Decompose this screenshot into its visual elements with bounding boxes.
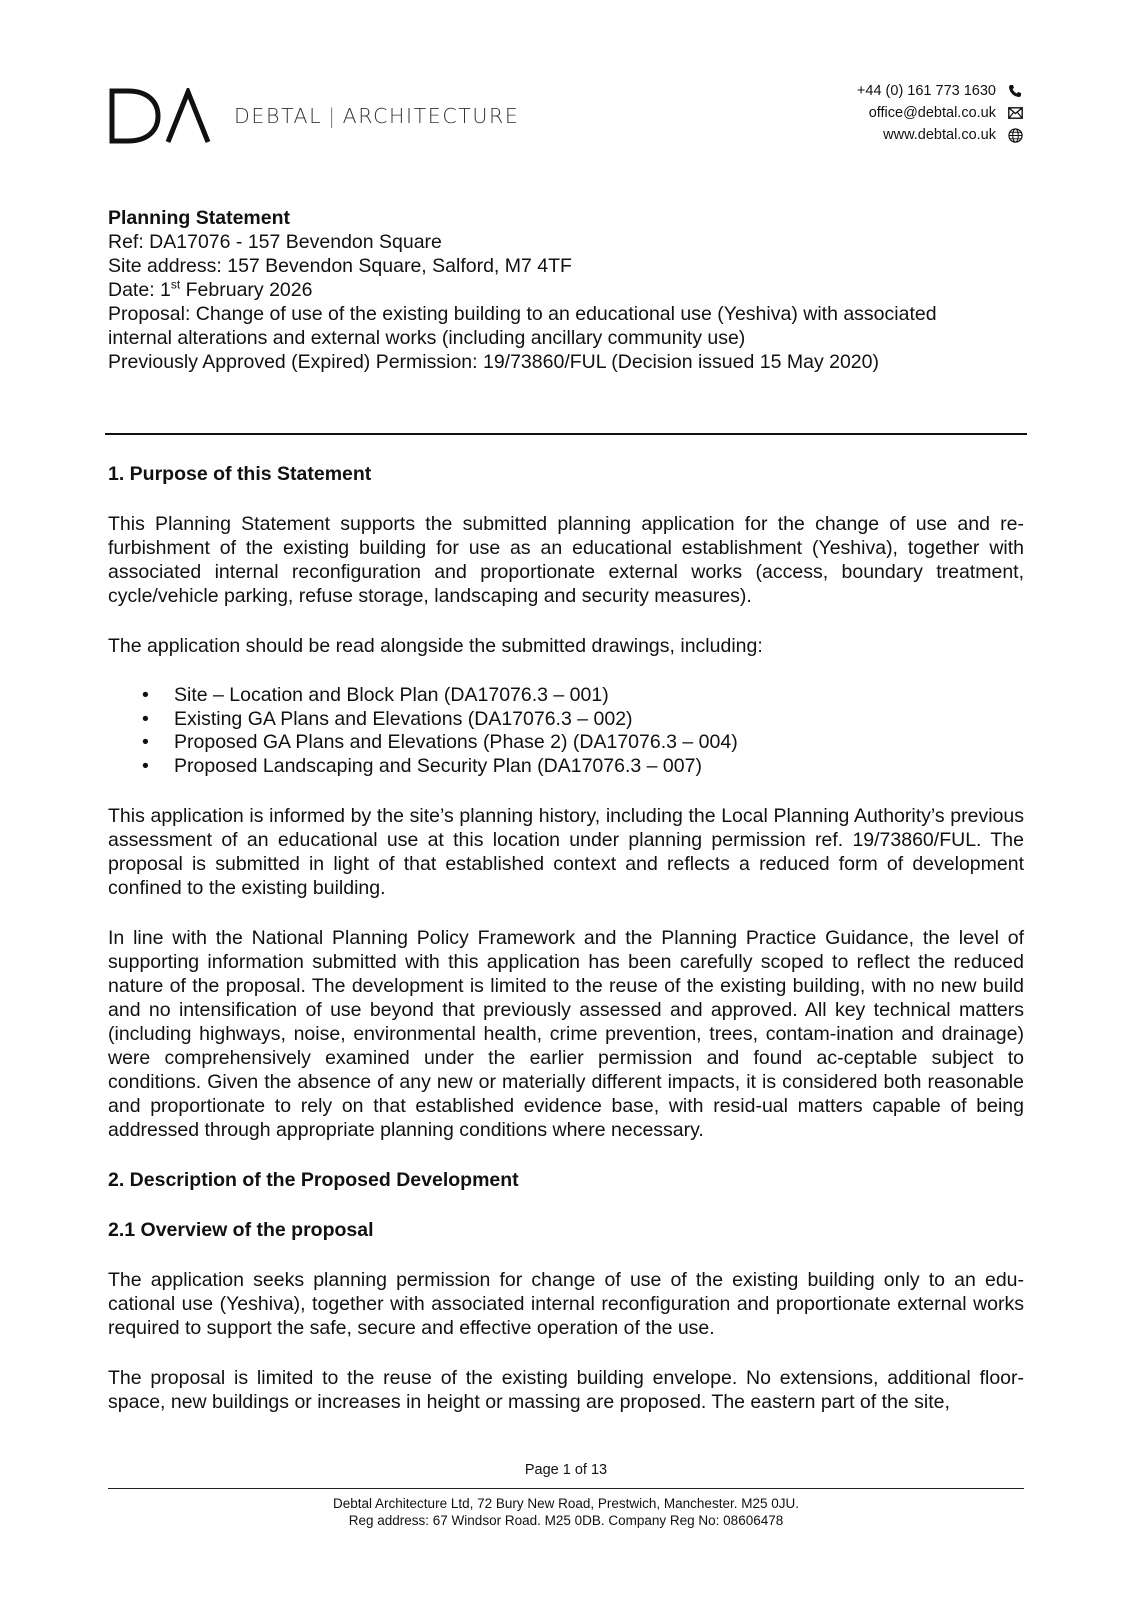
- email-address: office@debtal.co.uk: [868, 105, 996, 121]
- section-1-paragraph-1: This Planning Statement supports the submitted planning application for the change of use and re-furbishment of the existing building for use as an educational establishment (Yeshiva), together with associated internal reconfiguration and proportionate external works (access, boundary treatment, cycle/vehicle parking, refuse storage, landscaping and security measures).: [108, 513, 1024, 607]
- contact-block: [857, 80, 1024, 146]
- proposal-line-1: Proposal: Change of use of the existing building to an educational use (Yeshiva) with associated: [108, 303, 937, 325]
- section-1-heading: 1. Purpose of this Statement: [108, 463, 372, 485]
- contact-email: [857, 102, 1024, 124]
- page-number: Page 1 of 13: [524, 1462, 608, 1478]
- globe-icon: [1006, 126, 1024, 144]
- section-2-paragraph-2: The proposal is limited to the reuse of the existing building envelope. No extensions, additional floor-space, new buildings or increases in height or massing are proposed. The eastern part of the site,: [108, 1367, 1024, 1413]
- list-item: • Proposed Landscaping and Security Plan (DA17076.3 – 007): [174, 755, 1024, 779]
- mail-icon: [1006, 104, 1024, 122]
- company-logo: [108, 88, 519, 144]
- list-item: • Existing GA Plans and Elevations (DA17076.3 – 002): [174, 708, 1024, 732]
- previous-permission: Previously Approved (Expired) Permission: 19/73860/FUL (Decision issued 15 May 2020): [108, 351, 879, 373]
- list-item: • Site – Location and Block Plan (DA17076.3 – 001): [174, 684, 1024, 708]
- section-2-1-heading: 2.1 Overview of the proposal: [108, 1219, 374, 1241]
- statement-meta: [108, 206, 1024, 374]
- contact-website: [857, 124, 1024, 146]
- section-2-paragraph-1: The application seeks planning permission for change of use of the existing building only to an edu-cational use (Yeshiva), together with associated internal reconfiguration and proportionate external works required to support the safe, secure and effective operation of the use.: [108, 1269, 1024, 1339]
- website-url: www.debtal.co.uk: [883, 127, 996, 143]
- footer-divider: [108, 1488, 1024, 1489]
- section-1-paragraph-4: In line with the National Planning Policy Framework and the Planning Practice Guidance, the level of supporting information submitted with this application has been carefully scoped to reflect the reduced nature of the proposal. The development is limited to the reuse of the existing building, with no new build and no intensification of use beyond that previously assessed and approved. All key technical matters (including highways, noise, environmental health, crime prevention, trees, contam-ination and drainage) were comprehensively examined under the earlier permission and found ac-ceptable subject to conditions. Given the absence of any new or materially different impacts, it is considered both reasonable and proportionate to rely on that established evidence base, with resid-ual matters capable of being addressed through appropriate planning conditions where necessary.: [108, 927, 1024, 1141]
- logo-wordmark: DEBTAL | ARCHITECTURE: [234, 104, 520, 128]
- section-2-heading: 2. Description of the Proposed Development: [108, 1169, 519, 1191]
- section-1-paragraph-2: The application should be read alongside the submitted drawings, including:: [108, 635, 763, 657]
- statement-body: [108, 462, 1024, 1414]
- footer-line-2: Reg address: 67 Windsor Road. M25 0DB. Company Reg No: 08606478: [348, 1513, 784, 1528]
- phone-icon: [1006, 82, 1024, 100]
- reference: Ref: DA17076 - 157 Bevendon Square: [108, 231, 442, 253]
- da-logo-mark: [108, 88, 212, 144]
- site-address: Site address: 157 Bevendon Square, Salford, M7 4TF: [108, 255, 572, 277]
- header-divider: [105, 433, 1027, 435]
- section-1-paragraph-3: This application is informed by the site’s planning history, including the Local Planning Authority’s previous assessment of an educational use at this location under planning permission ref. 19/73860/FUL. The proposal is submitted in light of that established context and reflects a reduced form of development confined to the existing building.: [108, 805, 1024, 899]
- list-item: • Proposed GA Plans and Elevations (Phase 2) (DA17076.3 – 004): [174, 731, 1024, 755]
- contact-phone: [857, 80, 1024, 102]
- proposal-line-2: internal alterations and external works (including ancillary community use): [108, 327, 746, 349]
- statement-date: Date: 1st February 2026: [108, 277, 313, 301]
- statement-title: Planning Statement: [108, 207, 291, 229]
- phone-number: +44 (0) 161 773 1630: [856, 83, 996, 99]
- drawings-list: [108, 684, 1024, 778]
- footer-line-1: Debtal Architecture Ltd, 72 Bury New Road, Prestwich, Manchester. M25 0JU.: [333, 1496, 799, 1511]
- footer-address: [0, 1495, 1132, 1529]
